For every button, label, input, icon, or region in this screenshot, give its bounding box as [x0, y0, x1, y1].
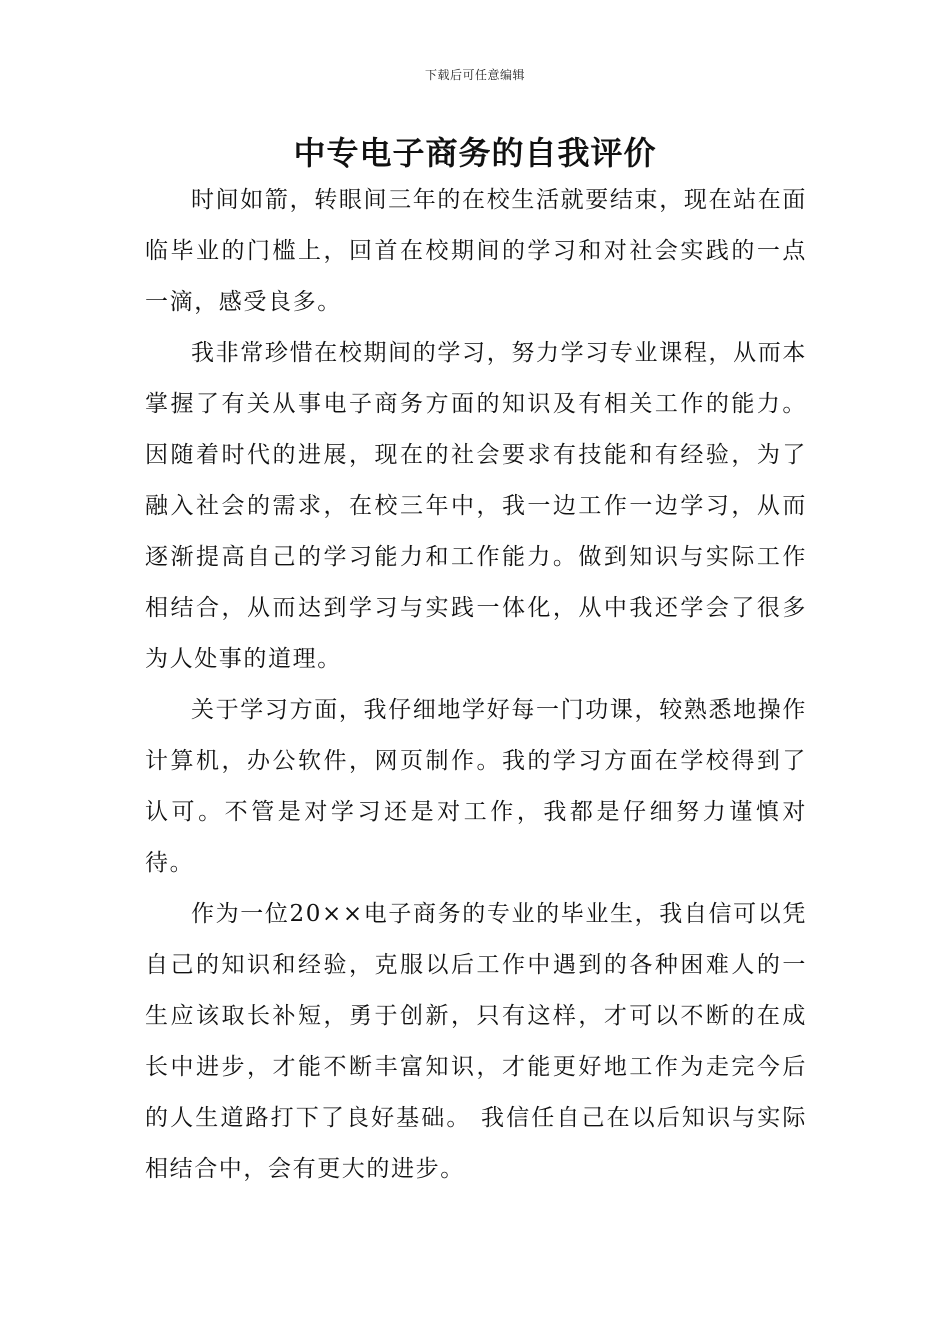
header-note: 下载后可任意编辑	[424, 68, 525, 82]
document-body	[145, 175, 807, 1195]
paragraph-1: 时间如箭，转眼间三年的在校生活就要结束，现在站在面临毕业的门槛上，回首在校期间的学习和对社会实践的一点一滴，感受良多。	[145, 187, 807, 315]
paragraph-4: 作为一位20××电子商务的专业的毕业生，我自信可以凭自己的知识和经验，克服以后工作中遇到的各种困难人的一生应该取长补短，勇于创新，只有这样，才可以不断的在成长中进步，才能不断丰富知识，才能更好地工作为走完今后的人生道路打下了良好基础。 我信任自己在以后知识与实际相结合中，会有更大的进步。	[145, 901, 807, 1182]
paragraph-3: 关于学习方面，我仔细地学好每一门功课，较熟悉地操作计算机，办公软件，网页制作。我的学习方面在学校得到了认可。不管是对学习还是对工作，我都是仔细努力谨慎对待。	[145, 697, 807, 876]
document-title: 中专电子商务的自我评价	[293, 134, 657, 172]
paragraph-2: 我非常珍惜在校期间的学习，努力学习专业课程，从而本掌握了有关从事电子商务方面的知识及有相关工作的能力。因随着时代的进展，现在的社会要求有技能和有经验，为了融入社会的需求，在校三年中，我一边工作一边学习，从而逐渐提高自己的学习能力和工作能力。做到知识与实际工作相结合，从而达到学习与实践一体化，从中我还学会了很多为人处事的道理。	[145, 340, 807, 672]
